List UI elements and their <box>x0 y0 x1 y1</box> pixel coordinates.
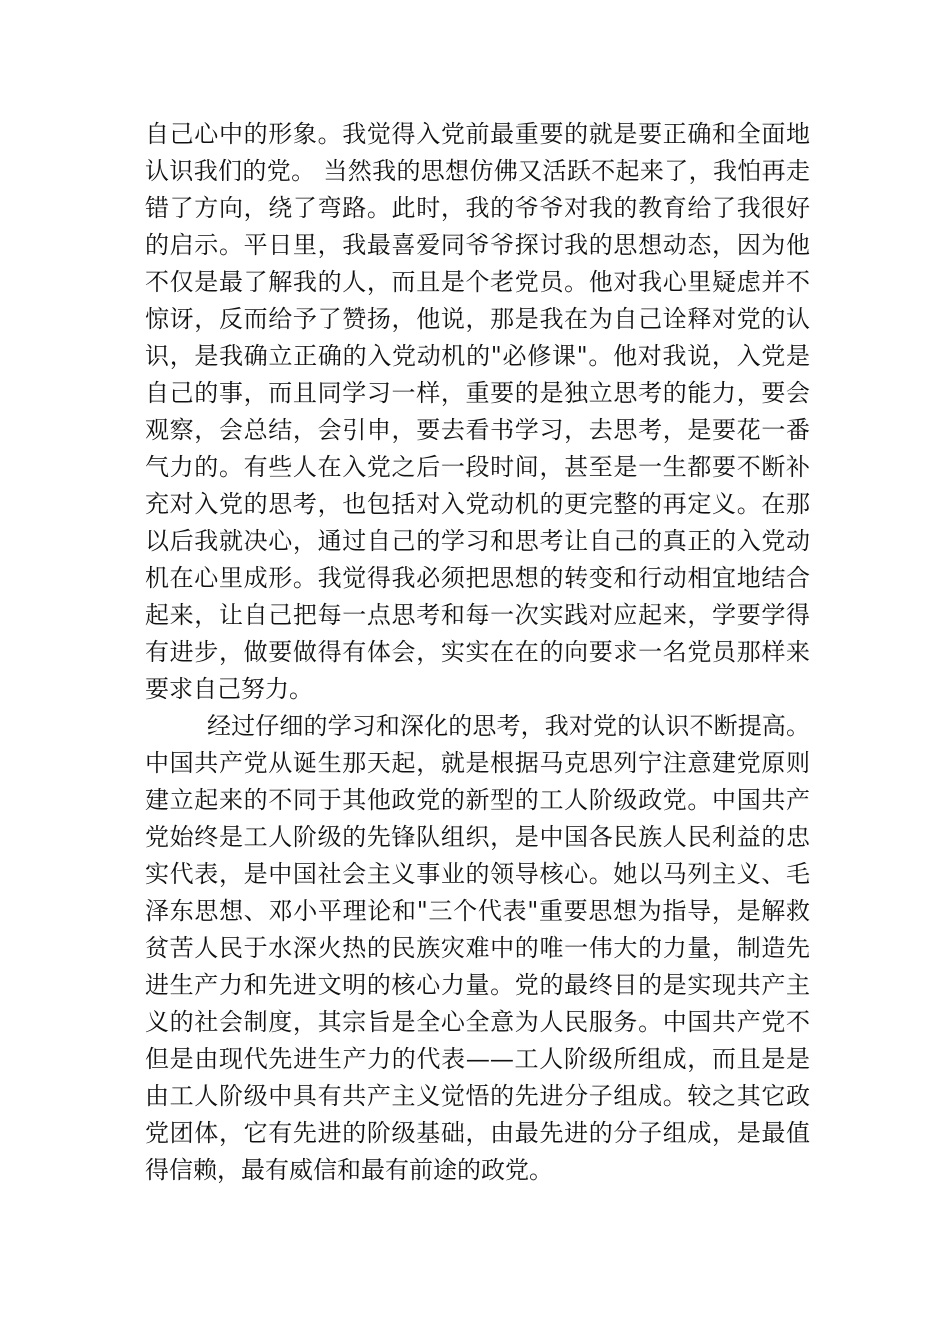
paragraph-line: 泽东思想、邓小平理论和"三个代表"重要思想为指导，是解救 <box>145 897 810 925</box>
paragraph-line: 观察，会总结，会引申，要去看书学习，去思考，是要花一番 <box>145 416 810 444</box>
paragraph-line: 要求自己努力。 <box>145 675 313 703</box>
paragraph-line: 经过仔细的学习和深化的思考，我对党的认识不断提高。 <box>207 712 810 740</box>
paragraph-line: 贫苦人民于水深火热的民族灾难中的唯一伟大的力量，制造先 <box>145 934 810 962</box>
paragraph-line: 党团体，它有先进的阶级基础，由最先进的分子组成，是最值 <box>145 1119 810 1147</box>
paragraph-2 <box>145 708 810 1189</box>
paragraph-line: 的启示。平日里，我最喜爱同爷爷探讨我的思想动态，因为他 <box>145 231 810 259</box>
paragraph-line: 但是由现代先进生产力的代表——工人阶级所组成，而且是是 <box>145 1045 810 1073</box>
paragraph-line: 识，是我确立正确的入党动机的"必修课"。他对我说，入党是 <box>145 342 810 370</box>
paragraph-1 <box>145 116 810 708</box>
paragraph-line: 由工人阶级中具有共产主义觉悟的先进分子组成。较之其它政 <box>145 1082 810 1110</box>
paragraph-line: 自己的事，而且同学习一样，重要的是独立思考的能力，要会 <box>145 379 810 407</box>
paragraph-line: 机在心里成形。我觉得我必须把思想的转变和行动相宜地结合 <box>145 564 810 592</box>
paragraph-line: 进生产力和先进文明的核心力量。党的最终目的是实现共产主 <box>145 971 810 999</box>
paragraph-line: 得信赖，最有威信和最有前途的政党。 <box>145 1156 553 1184</box>
paragraph-line: 起来，让自己把每一点思考和每一次实践对应起来，学要学得 <box>145 601 810 629</box>
paragraph-line: 中国共产党从诞生那天起，就是根据马克思列宁注意建党原则 <box>145 749 810 777</box>
paragraph-line: 以后我就决心，通过自己的学习和思考让自己的真正的入党动 <box>145 527 810 555</box>
paragraph-line: 有进步，做要做得有体会，实实在在的向要求一名党员那样来 <box>145 638 810 666</box>
paragraph-line: 气力的。有些人在入党之后一段时间，甚至是一生都要不断补 <box>145 453 810 481</box>
document-body <box>145 116 810 1189</box>
paragraph-line: 自己心中的形象。我觉得入党前最重要的就是要正确和全面地 <box>145 120 810 148</box>
paragraph-line: 实代表，是中国社会主义事业的领导核心。她以马列主义、毛 <box>145 860 810 888</box>
paragraph-line: 认识我们的党。 当然我的思想仿佛又活跃不起来了，我怕再走 <box>145 157 810 185</box>
paragraph-line: 义的社会制度，其宗旨是全心全意为人民服务。中国共产党不 <box>145 1008 810 1036</box>
paragraph-line: 建立起来的不同于其他政党的新型的工人阶级政党。中国共产 <box>145 786 810 814</box>
paragraph-line: 错了方向，绕了弯路。此时，我的爷爷对我的教育给了我很好 <box>145 194 810 222</box>
paragraph-line: 充对入党的思考，也包括对入党动机的更完整的再定义。在那 <box>145 490 810 518</box>
paragraph-line: 惊讶，反而给予了赞扬，他说，那是我在为自己诠释对党的认 <box>145 305 810 333</box>
paragraph-line: 党始终是工人阶级的先锋队组织，是中国各民族人民利益的忠 <box>145 823 810 851</box>
paragraph-line: 不仅是最了解我的人，而且是个老党员。他对我心里疑虑并不 <box>145 268 810 296</box>
